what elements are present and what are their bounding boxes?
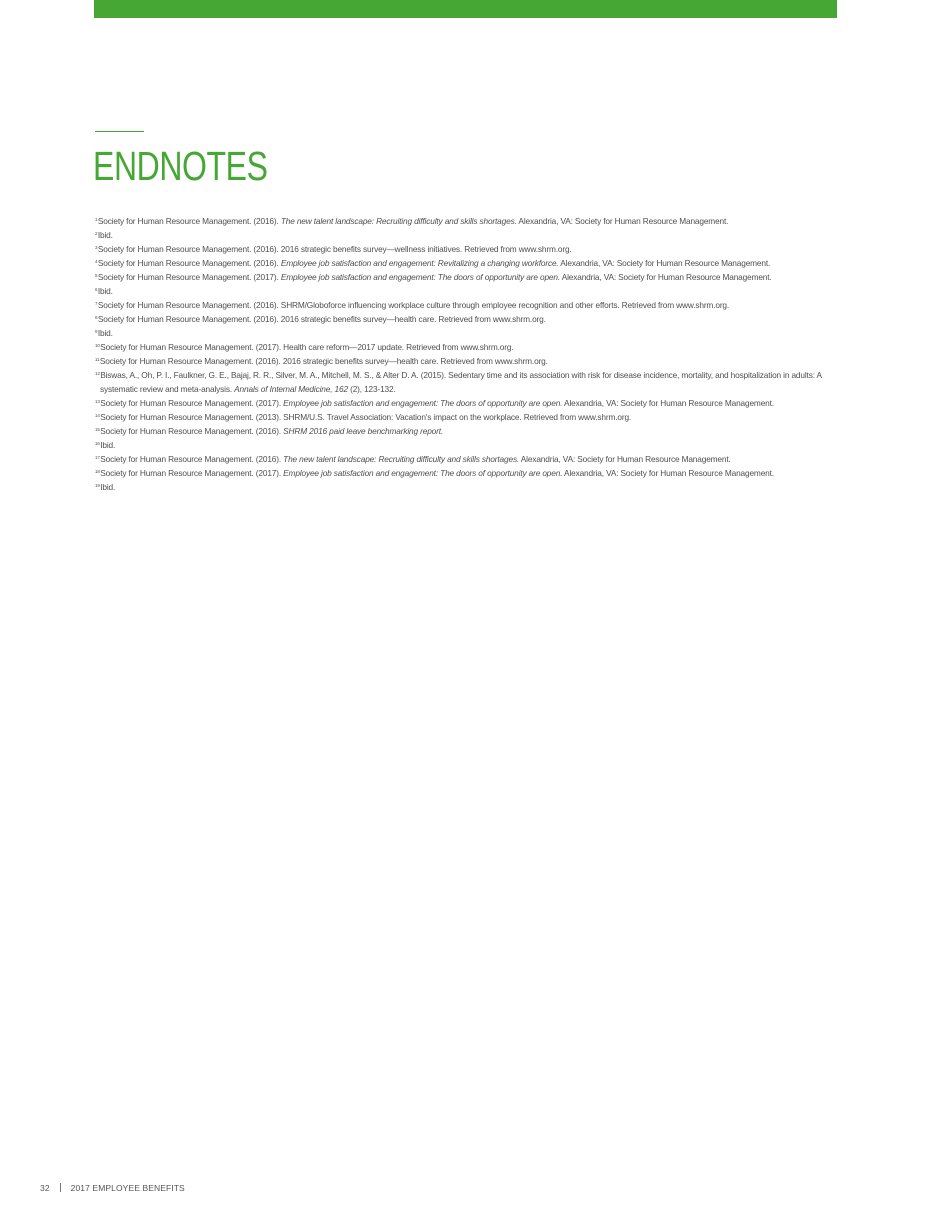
endnote: $^7$Society for Human Resource Management. (2016). SHRM/Globoforce influencing workplace culture through employee recognition and other efforts. Retrieved from www.shrm.org.	[95, 300, 730, 310]
endnote-number: 17	[95, 455, 100, 460]
endnote-number: 8	[95, 315, 98, 320]
endnote-number: 18	[95, 469, 100, 474]
endnote-number: 7	[95, 301, 98, 306]
endnote: $^{13}$Society for Human Resource Management. (2017). Employee job satisfaction and engagement: The doors of opportunity are open. Alexandria, VA: Society for Human Resource Management.	[95, 398, 774, 408]
endnote: $^{19}$Ibid.	[95, 482, 116, 492]
endnote: $^{16}$Ibid.	[95, 440, 116, 450]
endnote: $^6$Ibid.	[95, 286, 113, 296]
endnote-number: 11	[95, 357, 100, 362]
endnote: $^1$Society for Human Resource Management. (2016). The new talent landscape: Recruiting difficulty and skills shortages. Alexandria, VA: Society for Human Resource Management.	[95, 216, 729, 226]
endnote-number: 13	[95, 399, 100, 404]
endnote: $^2$Ibid.	[95, 230, 113, 240]
endnote-number: 9	[95, 329, 98, 334]
endnotes-list	[95, 214, 840, 494]
endnote: $^{15}$Society for Human Resource Management. (2016). SHRM 2016 paid leave benchmarking report.	[95, 426, 444, 436]
endnote: $^8$Society for Human Resource Management. (2016). 2016 strategic benefits survey—health care. Retrieved from www.shrm.org.	[95, 314, 546, 324]
endnote-number: 2	[95, 231, 98, 236]
publication-title: 2017 EMPLOYEE BENEFITS	[70, 1183, 185, 1193]
endnote-number: 14	[95, 413, 100, 418]
endnote: $^{18}$Society for Human Resource Management. (2017). Employee job satisfaction and engagement: The doors of opportunity are open. Alexandria, VA: Society for Human Resource Management.	[95, 468, 774, 478]
endnote-number: 16	[95, 441, 100, 446]
endnote: $^5$Society for Human Resource Management. (2017). Employee job satisfaction and engagement: The doors of opportunity are open. Alexandria, VA: Society for Human Resource Management.	[95, 272, 772, 282]
endnote-number: 6	[95, 287, 98, 292]
endnote: $^{14}$Society for Human Resource Management. (2013). SHRM/U.S. Travel Association: Vacation's impact on the workplace. Retrieved from www.shrm.org.	[95, 412, 632, 422]
endnote: $^{10}$Society for Human Resource Management. (2017). Health care reform—2017 update. Retrieved from www.shrm.org.	[95, 342, 514, 352]
page-title: ENDNOTES	[93, 143, 268, 189]
endnote-number: 5	[95, 273, 98, 278]
endnote: $^4$Society for Human Resource Management. (2016). Employee job satisfaction and engagement: Revitalizing a changing workforce. Alexandria, VA: Society for Human Resource Management.	[95, 258, 771, 268]
endnote-number: 10	[95, 343, 100, 348]
endnote-number: 4	[95, 259, 98, 264]
title-rule	[95, 131, 144, 132]
endnote-number: 1	[95, 217, 98, 222]
endnote: $^9$Ibid.	[95, 328, 113, 338]
footer-divider	[60, 1183, 61, 1192]
endnote: $^{11}$Society for Human Resource Management. (2016). 2016 strategic benefits survey—health care. Retrieved from www.shrm.org.	[95, 356, 548, 366]
endnote: $^{12}$Biswas, A., Oh, P. I., Faulkner, G. E., Bajaj, R. R., Silver, M. A., Mitchell, M. S., & Alter D. A. (2015). Sedentary time and its association with risk for disease incidence, mortality, and hospitalization in adults: A systematic review and meta-analysis. Annals of Internal Medicine, 162 (2), 123-132.	[95, 370, 822, 394]
endnote-number: 3	[95, 245, 98, 250]
page-number: 32	[40, 1183, 50, 1193]
endnote-number: 12	[95, 371, 100, 376]
page-footer	[40, 1182, 185, 1194]
endnote-number: 15	[95, 427, 100, 432]
endnote: $^{17}$Society for Human Resource Management. (2016). The new talent landscape: Recruiting difficulty and skills shortages. Alexandria, VA: Society for Human Resource Management.	[95, 454, 731, 464]
endnote: $^3$Society for Human Resource Management. (2016). 2016 strategic benefits survey—wellness initiatives. Retrieved from www.shrm.org.	[95, 244, 572, 254]
header-accent-bar	[94, 0, 837, 18]
endnote-number: 19	[95, 483, 100, 488]
